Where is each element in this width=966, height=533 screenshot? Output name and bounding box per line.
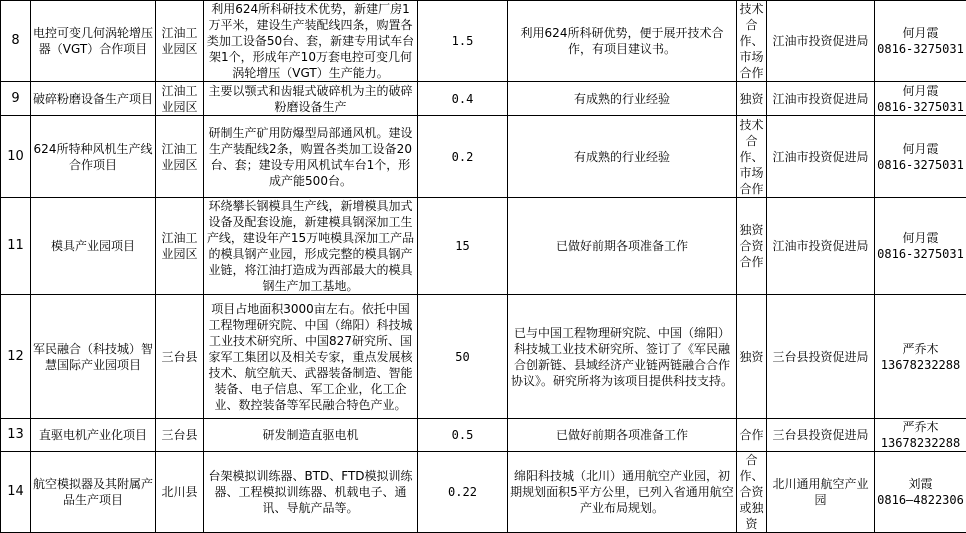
contact-cell	[875, 116, 966, 198]
project-content: 主要以颚式和齿辊式破碎机为主的破碎粉磨设备生产	[204, 82, 418, 116]
row-number: 14	[1, 452, 31, 533]
investment-amount: 0.4	[418, 82, 508, 116]
contact-cell	[875, 1, 966, 82]
promoting-unit: 江油市投资促进局	[767, 82, 875, 116]
contact-phone: 0816-3275031	[877, 157, 964, 173]
contact-cell	[875, 452, 966, 533]
preparation-status: 已与中国工程物理研究院、中国（绵阳）科技城工业技术研究所、签订了《军民融合创新链、县域经济产业链两链融合合作协议》。研究所将为该项目提供科技支持。	[508, 295, 737, 419]
table-body	[1, 1, 966, 533]
project-location: 三台县	[156, 419, 204, 452]
preparation-status: 有成熟的行业经验	[508, 116, 737, 198]
cooperation-mode: 合作	[737, 419, 767, 452]
project-location: 三台县	[156, 295, 204, 419]
table-row	[1, 1, 966, 82]
contact-phone: 13678232288	[877, 357, 964, 373]
preparation-status: 有成熟的行业经验	[508, 82, 737, 116]
table-row	[1, 198, 966, 295]
project-name: 航空模拟器及其附属产品生产项目	[31, 452, 156, 533]
preparation-status: 已做好前期各项准备工作	[508, 198, 737, 295]
cooperation-mode: 技术合作、市场合作	[737, 1, 767, 82]
preparation-status: 已做好前期各项准备工作	[508, 419, 737, 452]
project-location: 江油工业园区	[156, 198, 204, 295]
contact-phone: 0816—4822306	[877, 492, 964, 508]
project-location: 江油工业园区	[156, 1, 204, 82]
project-name: 电控可变几何涡轮增压器（VGT）合作项目	[31, 1, 156, 82]
contact-name: 何月霞	[877, 25, 964, 41]
project-content: 台架模拟训练器、BTD、FTD模拟训练器、工程模拟训练器、机载电子、通讯、导航产品等。	[204, 452, 418, 533]
contact-phone: 0816-3275031	[877, 41, 964, 57]
investment-amount: 1.5	[418, 1, 508, 82]
promoting-unit: 三台县投资促进局	[767, 295, 875, 419]
contact-name: 严乔木	[877, 341, 964, 357]
investment-amount: 0.22	[418, 452, 508, 533]
investment-amount: 50	[418, 295, 508, 419]
contact-name: 何月霞	[877, 230, 964, 246]
project-name: 军民融合（科技城）智慧国际产业园项目	[31, 295, 156, 419]
cooperation-mode: 独资合资合作	[737, 198, 767, 295]
contact-name: 刘霞	[877, 476, 964, 492]
row-number: 11	[1, 198, 31, 295]
project-name: 直驱电机产业化项目	[31, 419, 156, 452]
table-row	[1, 452, 966, 533]
contact-phone: 13678232288	[877, 435, 964, 451]
table-row	[1, 82, 966, 116]
contact-cell	[875, 82, 966, 116]
row-number: 8	[1, 1, 31, 82]
preparation-status: 绵阳科技城（北川）通用航空产业园，初期规划面积5平方公里，已列入省通用航空产业布局规划。	[508, 452, 737, 533]
promoting-unit: 江油市投资促进局	[767, 198, 875, 295]
contact-phone: 0816-3275031	[877, 246, 964, 262]
contact-name: 何月霞	[877, 141, 964, 157]
row-number: 13	[1, 419, 31, 452]
contact-cell	[875, 295, 966, 419]
cooperation-mode: 独资	[737, 82, 767, 116]
project-name: 破碎粉磨设备生产项目	[31, 82, 156, 116]
contact-name: 何月霞	[877, 83, 964, 99]
promoting-unit: 江油市投资促进局	[767, 1, 875, 82]
table-row	[1, 419, 966, 452]
project-location: 江油工业园区	[156, 116, 204, 198]
preparation-status: 利用624所科研优势，便于展开技术合作，有项目建议书。	[508, 1, 737, 82]
promoting-unit: 江油市投资促进局	[767, 116, 875, 198]
project-location: 江油工业园区	[156, 82, 204, 116]
project-content: 利用624所科研技术优势，新建厂房1万平米，建设生产装配线四条，购置各类加工设备50台、套，新建专用试车台架1个，形成年产10万套电控可变几何涡轮增压（VGT）生产能力。	[204, 1, 418, 82]
project-location: 北川县	[156, 452, 204, 533]
cooperation-mode: 合作、合资或独资	[737, 452, 767, 533]
table-row	[1, 116, 966, 198]
cooperation-mode: 独资	[737, 295, 767, 419]
row-number: 12	[1, 295, 31, 419]
contact-phone: 0816-3275031	[877, 99, 964, 115]
row-number: 10	[1, 116, 31, 198]
promoting-unit: 三台县投资促进局	[767, 419, 875, 452]
contact-name: 严乔木	[877, 419, 964, 435]
table-row	[1, 295, 966, 419]
project-content: 研制生产矿用防爆型局部通风机。建设生产装配线2条，购置各类加工设备20台、套；建设专用风机试车台1个，形成产能500台。	[204, 116, 418, 198]
contact-cell	[875, 419, 966, 452]
investment-amount: 15	[418, 198, 508, 295]
row-number: 9	[1, 82, 31, 116]
contact-cell	[875, 198, 966, 295]
project-content: 项目占地面积3000亩左右。依托中国工程物理研究院、中国（绵阳）科技城工业技术研究所、中国827研究所、国家军工集团以及相关专家，重点发展核技术、航空航天、武器装备制造、智能装备、电子信息、军工企业，化工企业、数控装备等军民融合特色产业。	[204, 295, 418, 419]
project-content: 研发制造直驱电机	[204, 419, 418, 452]
cooperation-mode: 技术合作、市场合作	[737, 116, 767, 198]
investment-amount: 0.5	[418, 419, 508, 452]
project-name: 624所特种风机生产线合作项目	[31, 116, 156, 198]
project-content: 环绕攀长钢模具生产线，新增模具加式设备及配套设施，新建模具钢深加工生产线，建设年产15万吨模具深加工产品的模具钢产业园，形成完整的模具钢产业链，将江油打造成为西部最大的模具钢生产加工基地。	[204, 198, 418, 295]
investment-amount: 0.2	[418, 116, 508, 198]
promoting-unit: 北川通用航空产业园	[767, 452, 875, 533]
project-name: 模具产业园项目	[31, 198, 156, 295]
